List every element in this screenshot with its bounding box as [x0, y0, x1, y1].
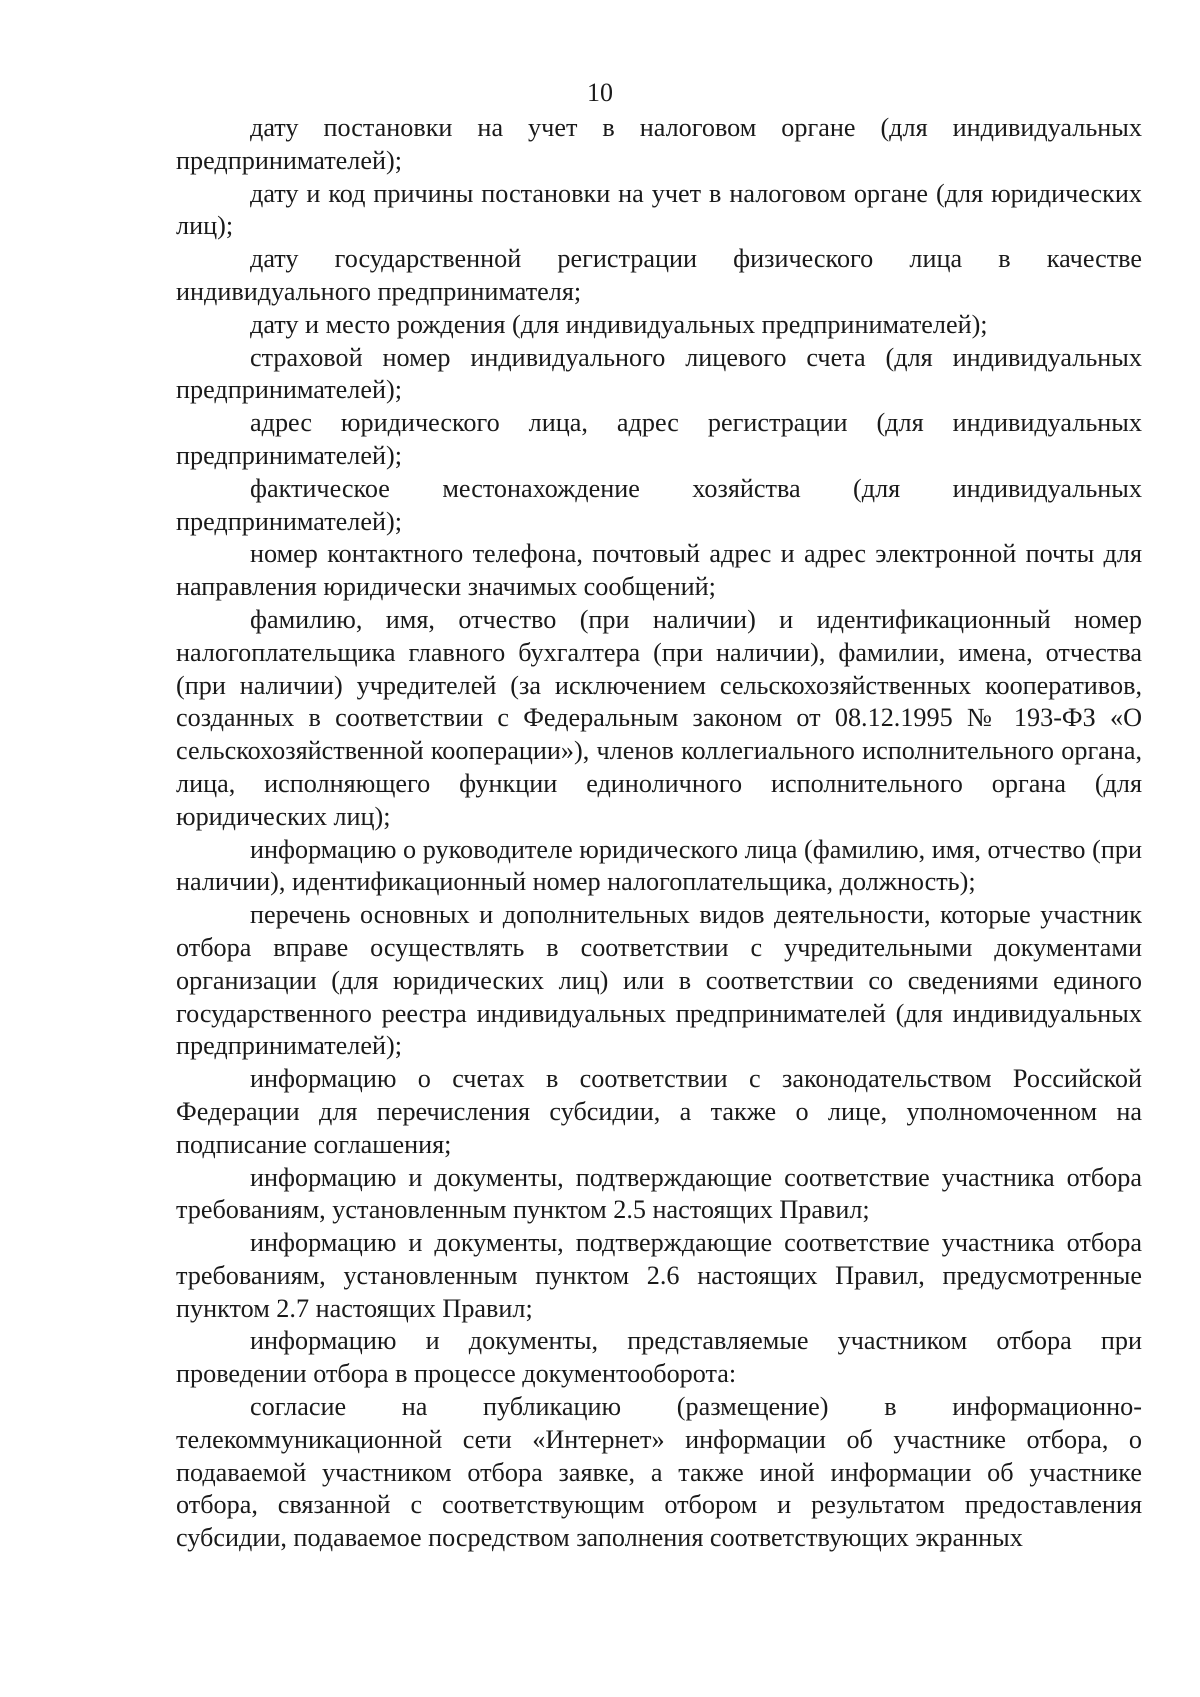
paragraph-tax-registration-code: дату и код причины постановки на учет в налоговом органе (для юридических лиц); [176, 178, 1142, 241]
paragraph-legal-address: адрес юридического лица, адрес регистрации (для индивидуальных предпринимателей); [176, 408, 1142, 470]
paragraph-state-registration-date: дату государственной регистрации физического лица в качестве индивидуального предпринимателя; [176, 244, 1142, 306]
paragraph-requirements-2-6: информацию и документы, подтверждающие соответствие участника отбора требованиям, установленным пунктом 2.6 настоящих Правил, предусмотренные пунктом 2.7 настоящих Правил; [176, 1228, 1142, 1323]
paragraph-accounts: информацию о счетах в соответствии с законодательством Российской Федерации для перечисления субсидии, а также о лице, уполномоченном на подписание соглашения; [176, 1064, 1142, 1159]
paragraph-farm-location: фактическое местонахождение хозяйства (для индивидуальных предпринимателей); [176, 473, 1142, 536]
paragraph-activities: перечень основных и дополнительных видов деятельности, которые участник отбора вправе осуществлять в соответствии с учредительными документами организации (для юридических лиц) или в соответствии со сведениями единого государственного реестра индивидуальных предпринимателей (для индивидуальных предпринимателей); [176, 900, 1142, 1061]
paragraph-head-info: информацию о руководителе юридического лица (фамилию, имя, отчество (при наличии), идентификационный номер налогоплательщика, должность); [176, 834, 1142, 897]
paragraph-tax-registration-date: дату постановки на учет в налоговом органе (для индивидуальных предпринимателей); [176, 113, 1142, 175]
paragraph-insurance-number: страховой номер индивидуального лицевого счета (для индивидуальных предпринимателей); [176, 342, 1142, 405]
paragraph-workflow-documents: информацию и документы, представляемые участником отбора при проведении отбора в процессе документооборота: [176, 1326, 1142, 1389]
paragraph-birth-date-place: дату и место рождения (для индивидуальных предпринимателей); [250, 309, 988, 339]
paragraph-contacts: номер контактного телефона, почтовый адрес и адрес электронной почты для направления юридически значимых сообщений; [176, 539, 1142, 602]
paragraph-requirements-2-5: информацию и документы, подтверждающие соответствие участника отбора требованиям, установленным пунктом 2.5 настоящих Правил; [176, 1162, 1142, 1225]
document-body [176, 112, 1142, 1555]
paragraph-accountant-founders: фамилию, имя, отчество (при наличии) и идентификационный номер налогоплательщика главного бухгалтера (при наличии), фамилии, имена, отчества (при наличии) учредителей (за исключением сельскохозяйственных кооперативов, созданных в соответствии с Федеральным законом от 08.12.1995 № 193-ФЗ «О сельскохозяйственной кооперации»), членов коллегиального исполнительного органа, лица, исполняющего функции единоличного исполнительного органа (для юридических лиц); [176, 604, 1142, 831]
page-number: 10 [587, 78, 613, 107]
paragraph-publication-consent: согласие на публикацию (размещение) в информационно-телекоммуникационной сети «Интернет» информации об участнике отбора, о подаваемой участником отбора заявке, а также иной информации об участнике отбора, связанной с соответствующим отбором и результатом предоставления субсидии, подаваемое посредством заполнения соответствующих экранных [176, 1392, 1142, 1553]
